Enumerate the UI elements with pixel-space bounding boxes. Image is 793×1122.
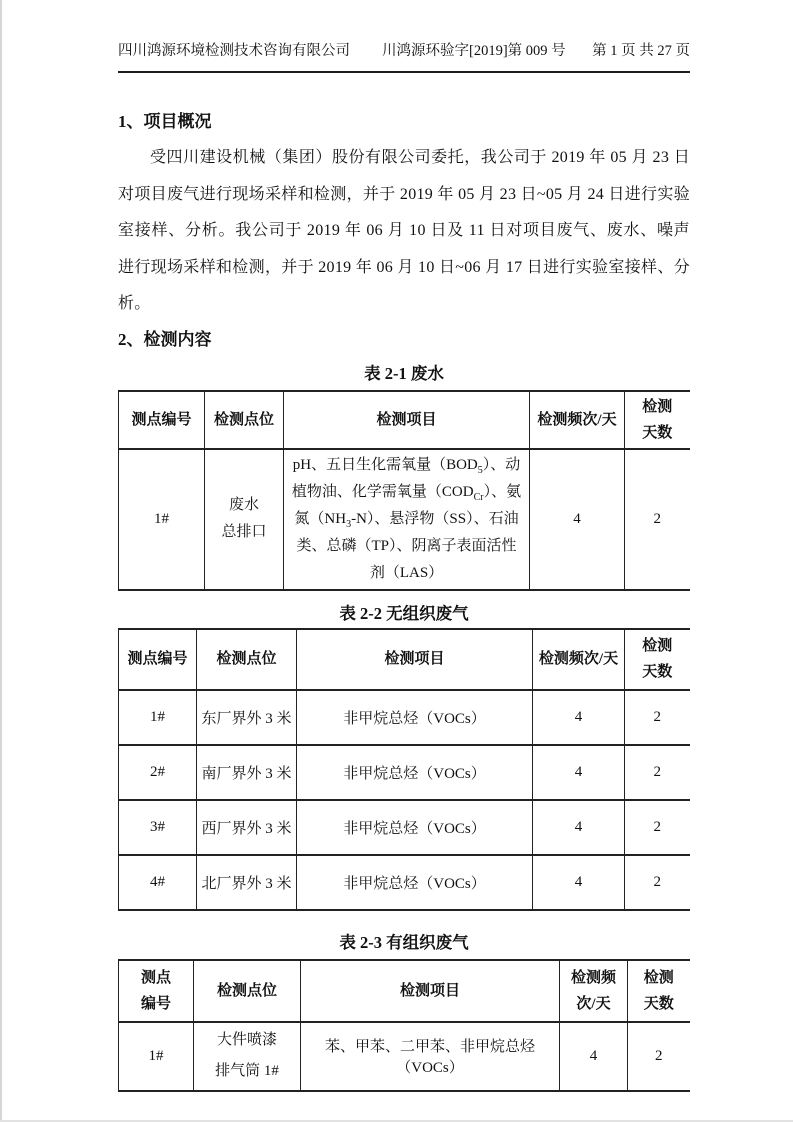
organized-emission-table [118,959,690,1092]
column-header-items: 检测项目 [284,391,530,449]
days-cell: 2 [625,855,690,910]
location-cell: 废水 总排口 [205,449,284,590]
table-2-2-title: 表 2-2 无组织废气 [339,603,469,623]
frequency-cell: 4 [560,1022,628,1091]
days-cell: 2 [625,449,690,590]
column-header-items: 检测项目 [297,629,533,690]
table-row [119,855,690,910]
frequency-cell: 4 [533,745,625,800]
section-1-heading: 1、项目概况 [118,112,212,131]
column-header-days: 检测天数 [628,960,690,1022]
table-row [119,1022,690,1091]
days-cell: 2 [628,1022,690,1091]
column-header-days: 检测天数 [625,391,690,449]
column-header-point-id: 测点编号 [119,391,205,449]
location-cell: 北厂界外 3 米 [197,855,297,910]
table-row [119,800,690,855]
column-header-location: 检测点位 [197,629,297,690]
column-header-frequency: 检测频次/天 [530,391,625,449]
analysis-items-cell: 非甲烷总烃（VOCs） [297,690,533,745]
column-header-frequency: 检测频次/天 [533,629,625,690]
days-cell: 2 [625,745,690,800]
column-header-point-id: 测点编号 [119,629,197,690]
table-2-3-title: 表 2-3 有组织废气 [339,932,469,952]
frequency-cell: 4 [530,449,625,590]
table-row [119,449,690,590]
column-header-location: 检测点位 [194,960,301,1022]
fugitive-emission-table [118,628,690,911]
section-2-heading: 2、检测内容 [118,329,212,349]
table-row [119,745,690,800]
analysis-items-cell: 非甲烷总烃（VOCs） [297,745,533,800]
point-id-cell: 1# [119,690,197,745]
point-id-cell: 2# [119,745,197,800]
company-name: 四川鸿源环境检测技术咨询有限公司 [118,43,350,59]
point-id-cell: 1# [119,449,205,590]
analysis-items-cell: 非甲烷总烃（VOCs） [297,855,533,910]
point-id-cell: 1# [119,1022,194,1091]
document-number: 川鸿源环验字[2019]第 009 号 [382,43,566,59]
analysis-items-cell: pH、五日生化需氧量$(BOD_5)$、动植物油、化学需氧量$(COD_{Cr})$、氨氮$(NH_3-N)$、悬浮物（SS）、石油类、总磷（TP）、阴离子表面活性剂（LAS） [284,449,530,590]
frequency-cell: 4 [533,855,625,910]
section-1-paragraph: 受四川建设机械（集团）股份有限公司委托，我公司于 2019 年 05 月 23 日对项目废气进行现场采样和检测，并于 2019 年 05 月 23 日~05 月 24 日进行实验室接样、分析。我公司于 2019 年 06 月 10 日及 11 日对项目废气、废水、噪声进行现场采样和检测，并于 2019 年 06 月 10 日~06 月 17 日进行实验室接样、分析。 [118,149,690,312]
column-header-days: 检测天数 [625,629,690,690]
location-cell: 南厂界外 3 米 [197,745,297,800]
column-header-items: 检测项目 [301,960,560,1022]
frequency-cell: 4 [533,800,625,855]
page-content [118,40,690,1092]
table-header-row [119,391,690,449]
table-header-row [119,629,690,690]
column-header-frequency: 检测频次/天 [560,960,628,1022]
analysis-items-cell: 非甲烷总烃（VOCs） [297,800,533,855]
wastewater-table [118,390,690,591]
table-row [119,690,690,745]
location-cell: 东厂界外 3 米 [197,690,297,745]
days-cell: 2 [625,690,690,745]
column-header-point-id: 测点编号 [119,960,194,1022]
point-id-cell: 4# [119,855,197,910]
column-header-location: 检测点位 [205,391,284,449]
page-left-shadow [0,0,2,1122]
days-cell: 2 [625,800,690,855]
analysis-items-cell: 苯、甲苯、二甲苯、非甲烷总烃（VOCs） [301,1022,560,1091]
page-number: 第 1 页 共 27 页 [592,43,690,59]
point-id-cell: 3# [119,800,197,855]
location-cell: 大件喷漆 排气筒 1# [194,1022,301,1091]
table-2-1-title: 表 2-1 废水 [364,363,444,383]
running-header [118,40,690,73]
location-cell: 西厂界外 3 米 [197,800,297,855]
table-header-row [119,960,690,1022]
frequency-cell: 4 [533,690,625,745]
